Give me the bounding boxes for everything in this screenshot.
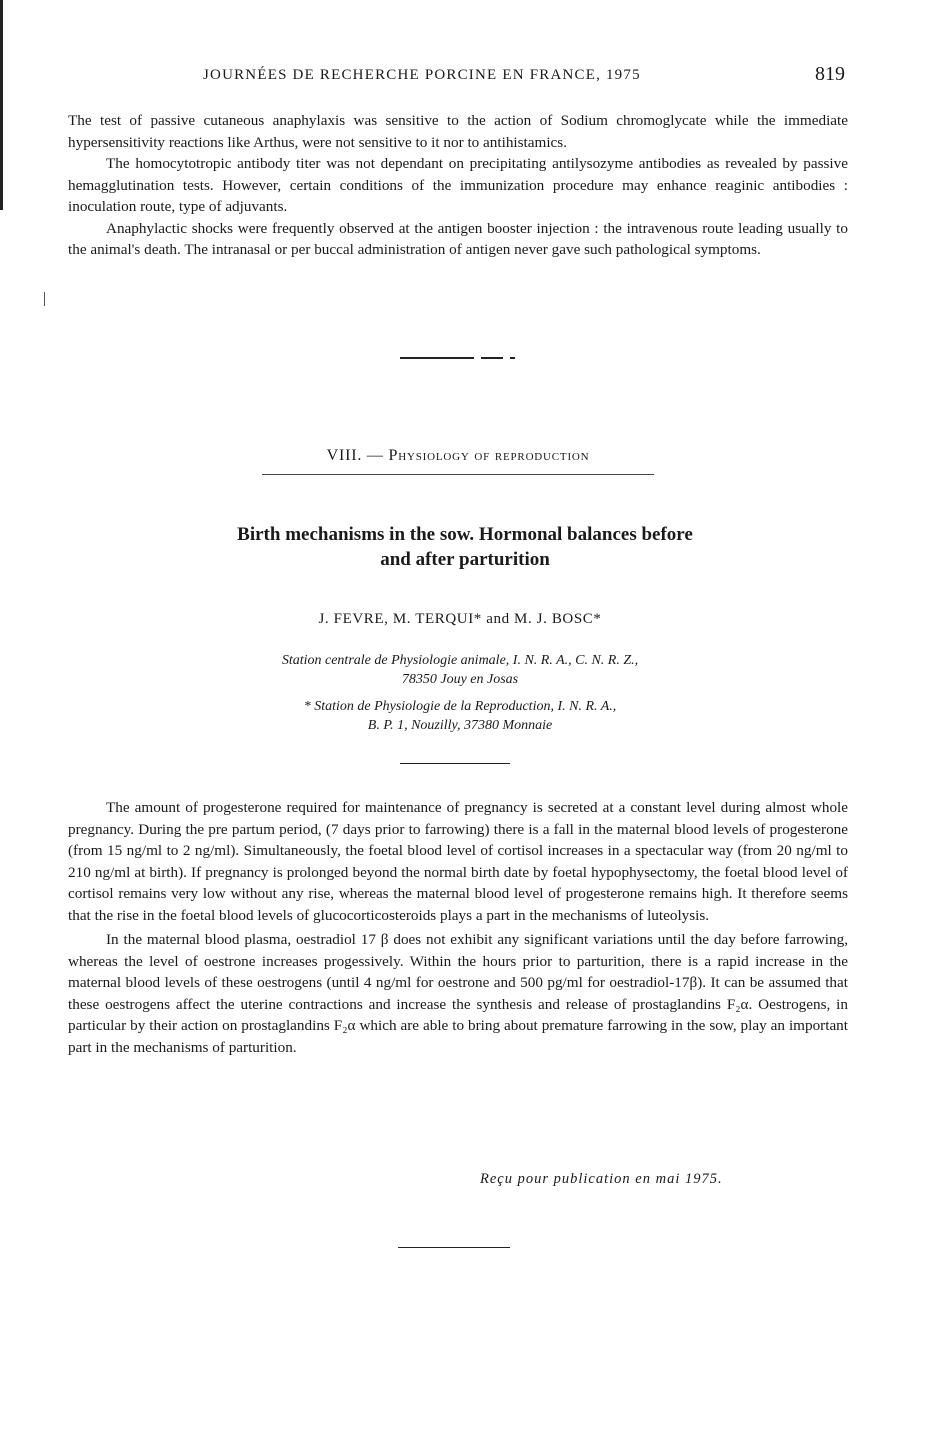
separator-rule bbox=[400, 763, 510, 764]
separator-rule-dot bbox=[510, 357, 515, 359]
affiliation-line: 78350 Jouy en Josas bbox=[401, 672, 519, 687]
article-body bbox=[68, 797, 848, 1058]
previous-article-text bbox=[68, 110, 848, 261]
paragraph: The test of passive cutaneous anaphylaxis was sensitive to the action of Sodium chromoglycate while the immediate hypersensitivity reactions like Arthus, were not sensitive to it nor to antihistamics. bbox=[68, 112, 848, 151]
affiliation-primary bbox=[160, 651, 760, 689]
running-head: JOURNÉES DE RECHERCHE PORCINE EN FRANCE, 1975 bbox=[203, 67, 641, 83]
affiliation-line: * Station de Physiologie de la Reproduction, I. N. R. A., bbox=[303, 699, 617, 714]
paragraph: The homocytotropic antibody titer was not dependant on precipitating antilysozyme antibodies as revealed by passive hemagglutination tests. However, certain conditions of the immunization procedure may enhance reaginic antibodies : inoculation route, type of adjuvants. bbox=[68, 155, 848, 215]
paragraph: In the maternal blood plasma, oestradiol 17 β does not exhibit any significant variations until the day before farrowing, whereas the level of oestrone increases progessively. Within the hours prior to parturition, there is a rapid increase in the maternal blood levels of these oestrogens (until 4 ng/ml for oestrone and 500 pg/ml for oestradiol-17β). It can be assumed that these oestrogens affect the uterine contractions and increase the synthesis and release of prostaglandins F₂α. Oestrogens, in particular by their action on prostaglandins F₂α which are able to bring about premature farrowing in the sow, play an important part in the mechanisms of parturition. bbox=[68, 931, 848, 1056]
authors: J. FEVRE, M. TERQUI* and M. J. BOSC* bbox=[318, 611, 602, 627]
separator-rule-long bbox=[400, 357, 474, 359]
affiliation-secondary bbox=[160, 697, 760, 735]
article-title bbox=[150, 522, 780, 572]
separator-rule-short bbox=[481, 357, 503, 359]
page-number: 819 bbox=[815, 63, 845, 85]
end-rule bbox=[398, 1247, 510, 1248]
received-note: Reçu pour publication en mai 1975. bbox=[480, 1171, 723, 1187]
binding-edge-line bbox=[0, 0, 3, 210]
affiliation-line: B. P. 1, Nouzilly, 37380 Monnaie bbox=[367, 718, 553, 733]
article-title-line: Birth mechanisms in the sow. Hormonal balances before bbox=[237, 524, 693, 545]
article-title-line: and after parturition bbox=[380, 549, 550, 570]
paragraph: The amount of progesterone required for maintenance of pregnancy is secreted at a constant level during almost whole pregnancy. During the pre partum period, (7 days prior to farrowing) there is a fall in the maternal blood levels of progesterone (from 15 ng/ml to 2 ng/ml). Simultaneously, the foetal blood level of cortisol increases in a spectacular way (from 20 ng/ml to 210 ng/ml at birth). If pregnancy is prolonged beyond the normal birth date by foetal hypophysectomy, the foetal blood level of cortisol remains very low without any rise, whereas the maternal blood level of progesterone remains high. It therefore seems that the rise in the foetal blood levels of glucocorticosteroids plays a part in the mechanisms of luteolysis. bbox=[68, 799, 848, 924]
section-underline bbox=[262, 474, 654, 475]
section-heading: VIII. — Physiology of reproduction bbox=[326, 447, 590, 464]
paragraph: Anaphylactic shocks were frequently observed at the antigen booster injection : the intravenous route leading usually to the animal's death. The intranasal or per buccal administration of antigen never gave such pathological symptoms. bbox=[68, 219, 848, 258]
affiliation-line: Station centrale de Physiologie animale, I. N. R. A., C. N. R. Z., bbox=[281, 653, 639, 668]
margin-tick-mark bbox=[44, 292, 45, 306]
